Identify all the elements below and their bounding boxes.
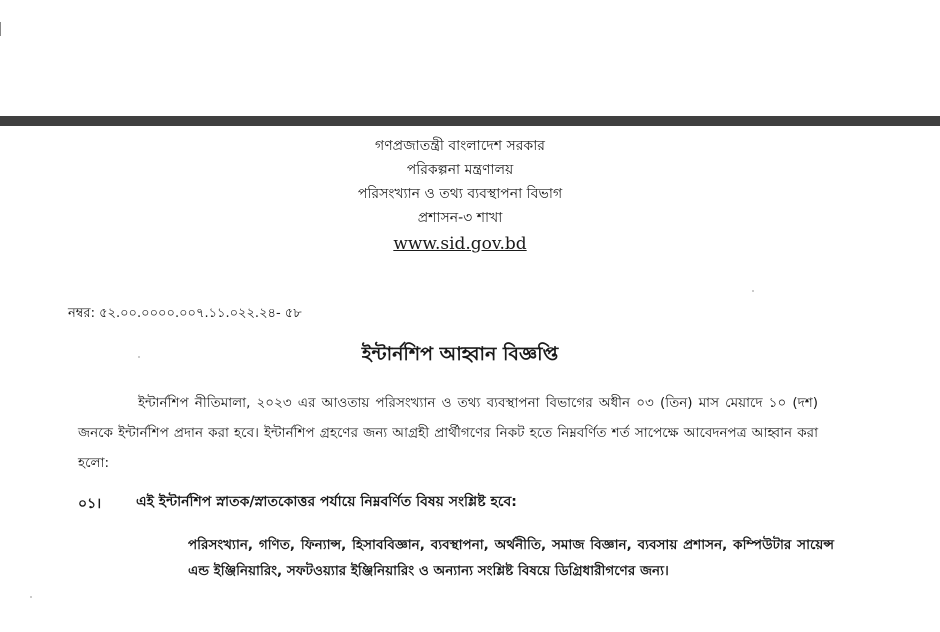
top-rule bbox=[0, 116, 940, 126]
item-number: ০১। bbox=[78, 496, 102, 512]
blank-margin bbox=[0, 0, 940, 116]
ministry-name: পরিকল্পনা মন্ত্রণালয় bbox=[406, 162, 514, 178]
website-link[interactable]: www.sid.gov.bd bbox=[393, 234, 527, 254]
government-name: গণপ্রজাতন্ত্রী বাংলাদেশ সরকার bbox=[375, 138, 545, 154]
branch-name: প্রশাসন-৩ শাখা bbox=[417, 210, 503, 226]
item-heading: এই ইন্টার্নশিপ স্নাতক/স্নাতকোত্তর পর্যায়ে নিম্নবর্ণিত বিষয় সংশ্লিষ্ট হবে: bbox=[136, 494, 517, 510]
notice-title: ইন্টার্নশিপ আহ্বান বিজ্ঞপ্তি bbox=[361, 343, 559, 365]
memo-number: নম্বর: ৫২.০০.০০০০.০০৭.১১.০২২.২৪- ৫৮ bbox=[68, 306, 302, 321]
division-name: পরিসংখ্যান ও তথ্য ব্যবস্থাপনা বিভাগ bbox=[357, 186, 563, 202]
scan-speck bbox=[752, 290, 754, 292]
scan-speck bbox=[138, 356, 140, 358]
intro-paragraph: ইন্টার্নশিপ নীতিমালা, ২০২৩ এর আওতায় পরিসংখ্যান ও তথ্য ব্যবস্থাপনা বিভাগের অধীন ০৩ (তিন) মাস মেয়াদে ১০ (দশ) জনকে ইন্টার্নশিপ প্রদান করা হবে। ইন্টার্নশিপ গ্রহণের জন্য আগ্রহী প্রার্থীগণের নিকট হতে নিম্নবর্ণিত শর্ত সাপেক্ষে আবেদনপত্র আহ্বান করা হলো: bbox=[78, 395, 818, 471]
scan-speck bbox=[30, 596, 32, 598]
letterhead bbox=[0, 134, 940, 258]
item-body: পরিসংখ্যান, গণিত, ফিন্যান্স, হিসাববিজ্ঞান, ব্যবস্থাপনা, অর্থনীতি, সমাজ বিজ্ঞান, ব্যবসায় প্রশাসন, কম্পিউটার সায়েন্স এন্ড ইঞ্জিনিয়ারিং, সফটওয়্যার ইঞ্জিনিয়ারিং ও অন্যান্য সংশ্লিষ্ট বিষয়ে ডিগ্রিধারীগণের জন্য। bbox=[188, 537, 834, 579]
edge-mark bbox=[0, 22, 1, 36]
